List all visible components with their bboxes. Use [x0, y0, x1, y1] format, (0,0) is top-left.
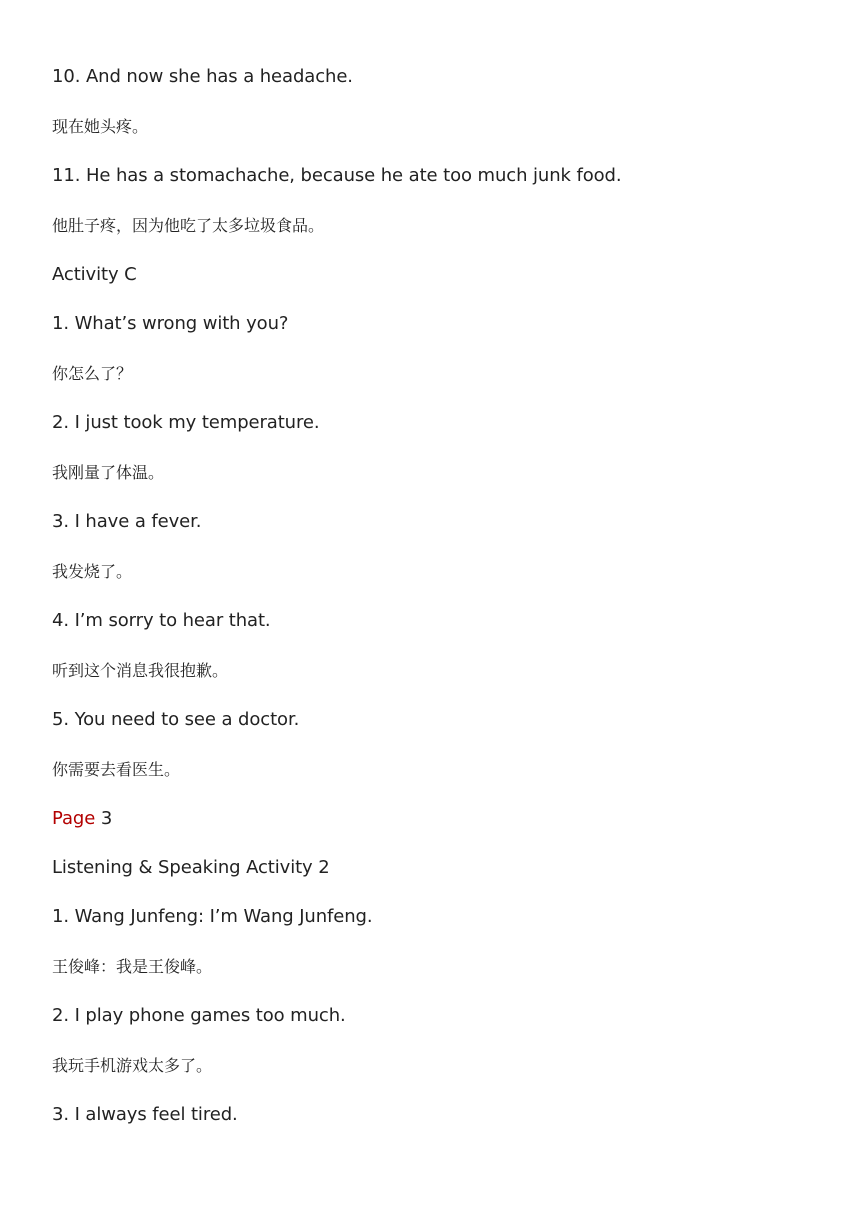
ls-1-chinese: 王俊峰：我是王俊峰。 — [52, 957, 213, 976]
sentence-10-chinese: 现在她头疼。 — [52, 117, 149, 136]
sentence-11-english: 11. He has a stomachache, because he ate too much junk food. — [52, 165, 622, 186]
sentence-10-english: 10. And now she has a headache. — [52, 66, 353, 87]
activity-c-1-english: 1. What’s wrong with you? — [52, 313, 289, 334]
activity-c-1-chinese: 你怎么了？ — [52, 364, 133, 383]
section-heading-listening-speaking: Listening & Speaking Activity 2 — [52, 857, 330, 878]
activity-c-5-english: 5. You need to see a doctor. — [52, 709, 300, 730]
ls-1-english: 1. Wang Junfeng: I’m Wang Junfeng. — [52, 906, 373, 927]
ls-2-english: 2. I play phone games too much. — [52, 1005, 346, 1026]
activity-c-4-chinese: 听到这个消息我很抱歉。 — [52, 661, 229, 680]
section-heading-activity-c: Activity C — [52, 264, 137, 285]
activity-c-2-chinese: 我刚量了体温。 — [52, 463, 165, 482]
activity-c-2-english: 2. I just took my temperature. — [52, 412, 320, 433]
ls-2-chinese: 我玩手机游戏太多了。 — [52, 1056, 213, 1075]
activity-c-3-chinese: 我发烧了。 — [52, 562, 133, 581]
sentence-11-chinese: 他肚子疼，因为他吃了太多垃圾食品。 — [52, 216, 325, 235]
ls-3-english: 3. I always feel tired. — [52, 1104, 238, 1125]
activity-c-3-english: 3. I have a fever. — [52, 511, 202, 532]
activity-c-5-chinese: 你需要去看医生。 — [52, 760, 181, 779]
page-marker-number: 3 — [100, 808, 113, 829]
page-marker-label: Page — [52, 808, 96, 829]
activity-c-4-english: 4. I’m sorry to hear that. — [52, 610, 271, 631]
page-marker — [52, 810, 112, 828]
